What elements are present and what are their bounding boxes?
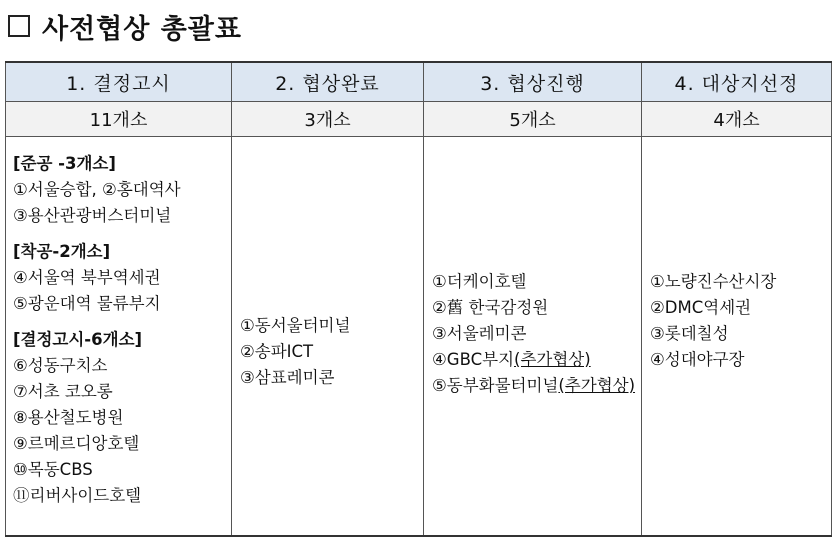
count-selected: 4개소 — [642, 102, 832, 137]
group-decided-header: [결정고시-6개소] — [13, 330, 143, 349]
cell-completed — [232, 137, 424, 537]
list-item: ⑩목동CBS — [13, 460, 93, 479]
list-item: ③롯데칠성 — [650, 324, 729, 343]
list-item: ③용산관광버스터미널 — [13, 206, 172, 225]
additional-negotiation-note: (추가협상) — [514, 350, 591, 369]
count-decided: 11개소 — [6, 102, 232, 137]
list-item: ②DMC역세권 — [650, 298, 752, 317]
list-item: ⑪리버사이드호텔 — [13, 486, 142, 505]
group-started-header: [착공-2개소] — [13, 242, 111, 261]
list-item: ①더케이호텔 — [432, 272, 527, 291]
list-item: ①동서울터미널 — [240, 316, 351, 335]
count-in-progress: 5개소 — [424, 102, 642, 137]
list-item: ⑧용산철도병원 — [13, 408, 124, 427]
group-completed-header: [준공 -3개소] — [13, 154, 116, 173]
checkbox-square-icon — [8, 15, 30, 37]
header-selected: 4. 대상지선정 — [642, 62, 832, 102]
list-item: ⑦서초 코오롱 — [13, 382, 113, 401]
list-item: ②송파ICT — [240, 342, 314, 361]
list-item: ④성대야구장 — [650, 350, 745, 369]
content-row — [6, 137, 832, 537]
list-item: ①서울승합, ②홍대역사 — [13, 180, 181, 199]
cell-decided — [6, 137, 232, 537]
list-item: ⑨르메르디앙호텔 — [13, 434, 140, 453]
list-item — [432, 373, 641, 399]
item-label: ⑤동부화물터미널 — [432, 376, 559, 395]
cell-in-progress — [424, 137, 642, 537]
header-row — [6, 62, 832, 102]
item-label: ④GBC부지 — [432, 350, 515, 369]
header-decided: 1. 결정고시 — [6, 62, 232, 102]
page-title: 사전협상 총괄표 — [42, 13, 242, 45]
list-item: ①노량진수산시장 — [650, 272, 777, 291]
list-item — [432, 347, 641, 373]
summary-table — [5, 61, 832, 537]
list-item: ②舊 한국감정원 — [432, 298, 549, 317]
count-row — [6, 102, 832, 137]
list-item: ⑤광운대역 물류부지 — [13, 294, 161, 313]
list-item: ③서울레미콘 — [432, 324, 527, 343]
count-completed: 3개소 — [232, 102, 424, 137]
list-item: ⑥성동구치소 — [13, 356, 108, 375]
cell-selected — [642, 137, 832, 537]
header-completed: 2. 협상완료 — [232, 62, 424, 102]
additional-negotiation-note: (추가협상) — [558, 376, 636, 395]
header-in-progress: 3. 협상진행 — [424, 62, 642, 102]
list-item: ④서울역 북부역세권 — [13, 268, 161, 287]
page-title-area — [8, 4, 242, 48]
list-item: ③삼표레미콘 — [240, 368, 335, 387]
